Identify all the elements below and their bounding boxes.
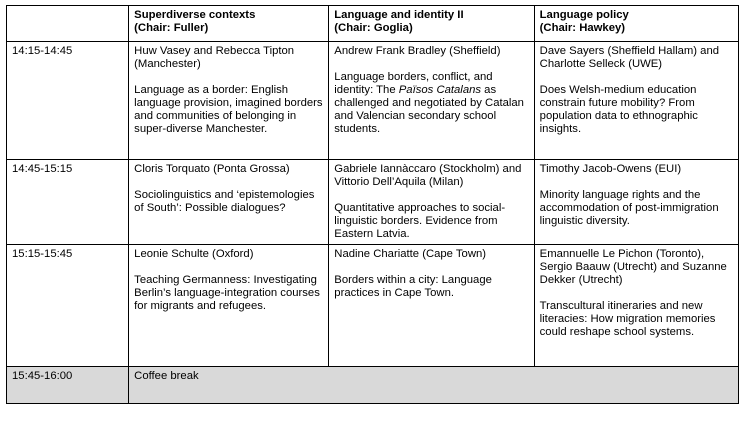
header-superdiverse-contexts [129,6,329,42]
speaker-names: Leonie Schulte (Oxford) [134,248,254,260]
table-row [7,42,739,160]
talk-title: Language as a border: English language provision, imagined borders and communities of belonging in super-diverse Manchester. [134,84,323,135]
schedule-table [6,5,739,404]
talk-title: Teaching Germanness: Investigating Berlin’s language-integration courses for migrants and refugees. [134,274,320,312]
time-slot [7,42,129,160]
talk-cell [329,245,534,367]
session-title: Superdiverse contexts [134,9,256,21]
talk-title: Does Welsh-medium education constrain future mobility? From population data to ethnographic insights. [539,84,698,135]
speaker-names: Dave Sayers (Sheffield Hallam) and Charlotte Selleck (UWE) [539,45,720,70]
speaker-names: Huw Vasey and Rebecca Tipton (Manchester) [134,45,295,70]
time-label: 14:45-15:15 [12,163,73,175]
talk-title [334,71,528,136]
talk-cell [534,245,738,367]
talk-title: Transcultural itineraries and new literacies: How migration memories could reshape school systems. [539,300,716,338]
talk-title-italic: Països Catalans [398,84,482,96]
time-slot [7,160,129,245]
talk-cell [329,160,534,245]
speaker-names: Timothy Jacob-Owens (EUI) [539,163,682,175]
table-row [7,160,739,245]
talk-title-part: as challenged and negotiated by Catalan and Valencian secondary school students. [334,84,524,135]
speaker-names: Cloris Torquato (Ponta Grossa) [134,163,290,175]
coffee-break-row [7,367,739,404]
time-label: 14:15-14:45 [12,45,73,57]
session-chair: (Chair: Fuller) [134,22,209,34]
talk-cell [534,42,738,160]
session-title: Language and identity II [334,9,464,21]
time-label: 15:15-15:45 [12,248,73,260]
coffee-break-label: Coffee break [134,370,199,382]
talk-title-part: Language borders, conflict, and identity: The [334,71,493,96]
time-slot [7,245,129,367]
talk-title: Borders within a city: Language practices in Cape Town. [334,274,492,299]
talk-cell [534,160,738,245]
session-chair: (Chair: Goglia) [334,22,413,34]
session-chair: (Chair: Hawkey) [539,22,626,34]
table-row [7,245,739,367]
speaker-names: Andrew Frank Bradley (Sheffield) [334,45,501,57]
speaker-names: Nadine Chariatte (Cape Town) [334,248,487,260]
time-slot [7,367,129,404]
talk-title: Minority language rights and the accommodation of post-immigration linguistic diversity. [539,189,719,227]
speaker-names: Emannuelle Le Pichon (Toronto), Sergio Baauw (Utrecht) and Suzanne Dekker (Utrecht) [539,248,727,286]
talk-cell [129,160,329,245]
talk-cell [129,42,329,160]
header-time-cell [7,6,129,42]
session-title: Language policy [539,9,629,21]
header-row [7,6,739,42]
coffee-break-cell [129,367,739,404]
talk-title: Quantitative approaches to social-linguistic borders. Evidence from Eastern Latvia. [334,202,506,240]
talk-title: Sociolinguistics and ‘epistemologies of South’: Possible dialogues? [134,189,315,214]
talk-cell [329,42,534,160]
time-label: 15:45-16:00 [12,370,73,382]
header-language-identity [329,6,534,42]
talk-cell [129,245,329,367]
header-language-policy [534,6,738,42]
speaker-names: Gabriele Iannàccaro (Stockholm) and Vittorio Dell’Aquila (Milan) [334,163,522,188]
